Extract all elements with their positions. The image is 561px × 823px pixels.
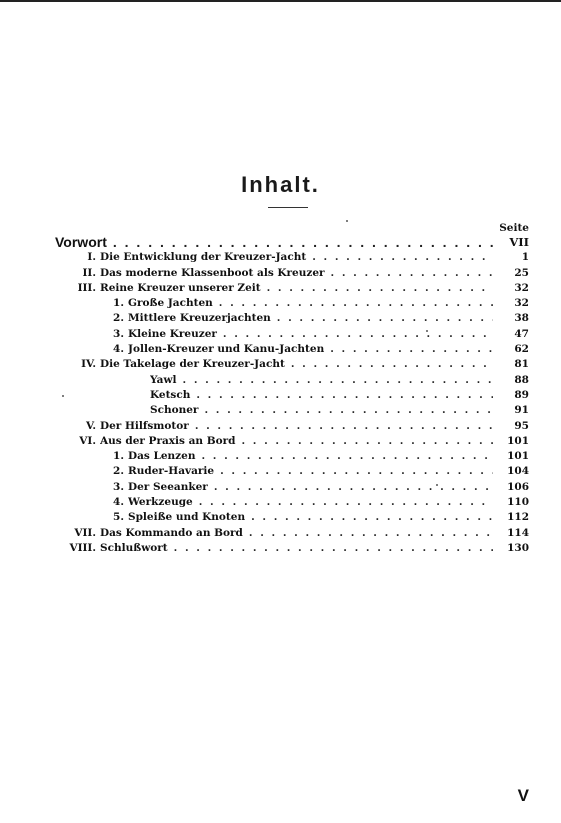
- toc-entry-number: VIII.: [69, 541, 96, 554]
- toc-entry-number: IV.: [81, 358, 96, 371]
- toc-entry-page: 101: [507, 434, 529, 447]
- dot-leader: [201, 450, 493, 463]
- toc-entry-number: 4.: [113, 343, 124, 356]
- dot-leader: [251, 511, 493, 524]
- toc-entry: [0, 266, 561, 281]
- dot-leader: [223, 328, 493, 341]
- toc-entry-label: Ruder-Havarie: [128, 465, 215, 478]
- toc-entry-label: Reine Kreuzer unserer Zeit: [100, 281, 261, 294]
- toc-entry-label: Die Takelage der Kreuzer-Jacht: [100, 358, 285, 371]
- page-folio: V: [517, 786, 529, 805]
- toc-entry: [0, 373, 561, 388]
- toc-entry-number: 2.: [113, 312, 124, 325]
- toc-entry: [0, 388, 561, 403]
- toc-entry-page: 114: [507, 526, 529, 539]
- toc-entry-number: 2.: [113, 465, 124, 478]
- toc-entry: [0, 495, 561, 510]
- toc-entry-number: 3.: [113, 480, 124, 493]
- title-underline: [268, 207, 308, 208]
- toc-entry-number: 3.: [113, 327, 124, 340]
- toc-entry-label: Der Hilfsmotor: [100, 419, 189, 432]
- toc-entry: [0, 526, 561, 541]
- dot-leader: [241, 435, 493, 448]
- dot-leader: [204, 404, 493, 417]
- dot-leader: [220, 465, 493, 478]
- top-border-line: [0, 0, 561, 2]
- toc-entry-number: VII.: [74, 526, 96, 539]
- toc-entry-number: 1.: [113, 450, 124, 463]
- toc-entry-label: Vorwort: [55, 235, 107, 250]
- dot-leader: [331, 267, 493, 280]
- toc-entry-number: III.: [77, 281, 96, 294]
- toc-entry-page: 101: [507, 450, 529, 463]
- dot-leader: [312, 251, 493, 264]
- page-title: Inhalt.: [241, 172, 320, 197]
- toc-entry-page: 104: [507, 465, 529, 478]
- dot-leader: [214, 481, 493, 494]
- toc-entry: [0, 510, 561, 525]
- toc-entry: [0, 250, 561, 265]
- toc-entry: [0, 296, 561, 311]
- toc-entry: [0, 357, 561, 372]
- dot-leader: [174, 542, 493, 555]
- toc-entry: [0, 449, 561, 464]
- toc-entry-number: VI.: [79, 434, 96, 447]
- toc-entry-number: V.: [86, 419, 96, 432]
- toc-entry-page: 81: [514, 358, 529, 371]
- toc-entry-page: 25: [514, 266, 529, 279]
- toc-entry-page: 91: [514, 404, 529, 417]
- toc-entry-page: 130: [507, 541, 529, 554]
- table-of-contents: [0, 235, 561, 556]
- toc-entry-page: VII: [509, 235, 529, 249]
- toc-entry-label: Das Lenzen: [128, 450, 196, 463]
- dot-leader: [330, 343, 493, 356]
- toc-entry-number: 1.: [113, 297, 124, 310]
- toc-entry-page: 106: [507, 480, 529, 493]
- toc-entry: [0, 235, 561, 250]
- toc-entry-label: Jollen-Kreuzer und Kanu-Jachten: [128, 343, 325, 356]
- toc-entry-page: 62: [514, 343, 529, 356]
- toc-entry: [0, 311, 561, 326]
- toc-entry-label: Aus der Praxis an Bord: [100, 434, 236, 447]
- toc-entry-label: Schoner: [150, 404, 199, 417]
- toc-entry: [0, 434, 561, 449]
- dot-leader: [277, 312, 493, 325]
- toc-entry-label: Die Entwicklung der Kreuzer-Jacht: [100, 251, 307, 264]
- toc-entry-page: 88: [514, 373, 529, 386]
- toc-entry: [0, 464, 561, 479]
- print-speck: [62, 395, 64, 397]
- toc-entry-label: Werkzeuge: [128, 496, 193, 509]
- toc-entry-label: Mittlere Kreuzerjachten: [128, 312, 271, 325]
- toc-entry-label: Ketsch: [150, 388, 191, 401]
- toc-entry: [0, 419, 561, 434]
- page-column-header: Seite: [499, 222, 529, 234]
- print-speck: [436, 484, 438, 486]
- dot-leader: [199, 496, 493, 509]
- toc-entry-label: Das Kommando an Bord: [100, 526, 243, 539]
- toc-entry-page: 89: [514, 388, 529, 401]
- print-speck: [346, 220, 348, 222]
- toc-entry-page: 47: [514, 327, 529, 340]
- toc-entry-label: Kleine Kreuzer: [128, 327, 217, 340]
- dot-leader: [113, 235, 493, 250]
- toc-entry-page: 38: [514, 312, 529, 325]
- toc-entry-page: 32: [514, 281, 529, 294]
- toc-entry-label: Der Seeanker: [128, 480, 208, 493]
- print-speck: [426, 330, 428, 332]
- toc-entry-label: Das moderne Klassenboot als Kreuzer: [100, 266, 325, 279]
- toc-entry-page: 112: [507, 511, 529, 524]
- toc-entry-label: Schlußwort: [100, 541, 168, 554]
- toc-entry: [0, 480, 561, 495]
- toc-entry-number: 5.: [113, 511, 124, 524]
- toc-entry-number: II.: [82, 266, 96, 279]
- dot-leader: [249, 527, 493, 540]
- toc-entry: [0, 281, 561, 296]
- dot-leader: [267, 282, 493, 295]
- toc-entry: [0, 342, 561, 357]
- toc-entry-page: 1: [521, 251, 529, 264]
- dot-leader: [183, 374, 493, 387]
- dot-leader: [195, 420, 493, 433]
- toc-entry-number: 4.: [113, 496, 124, 509]
- toc-entry-page: 32: [514, 297, 529, 310]
- toc-entry-label: Große Jachten: [128, 297, 213, 310]
- toc-entry-page: 110: [507, 496, 529, 509]
- toc-entry-label: Spleiße und Knoten: [128, 511, 246, 524]
- toc-entry: [0, 327, 561, 342]
- dot-leader: [196, 389, 493, 402]
- toc-entry: [0, 541, 561, 556]
- toc-entry-number: I.: [87, 251, 96, 264]
- toc-entry: [0, 403, 561, 418]
- toc-entry-label: Yawl: [150, 373, 177, 386]
- dot-leader: [219, 297, 493, 310]
- toc-entry-page: 95: [514, 419, 529, 432]
- dot-leader: [291, 358, 493, 371]
